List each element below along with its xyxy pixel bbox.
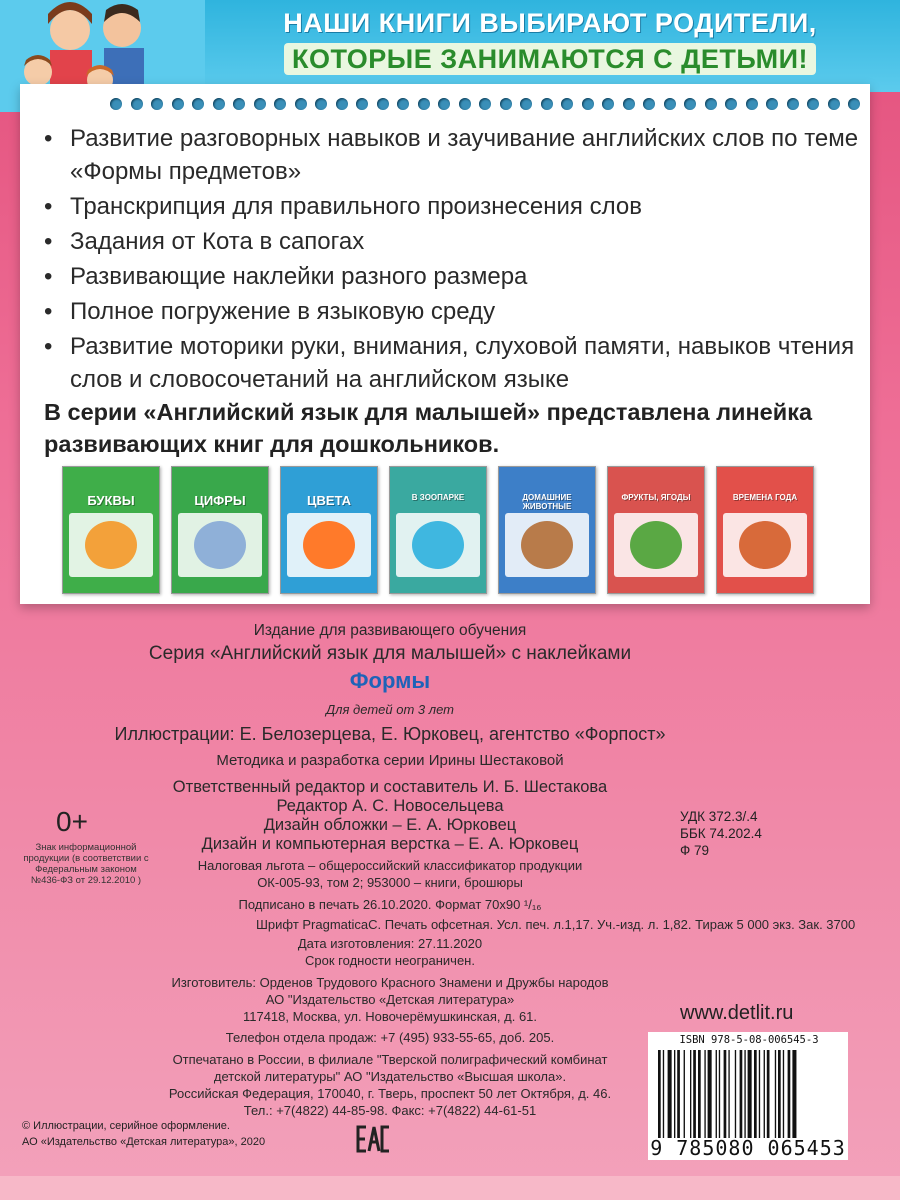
spiral-hole — [500, 98, 512, 110]
tax-benefit-line2: ОК-005-93, том 2; 953000 – книги, брошюры — [257, 875, 523, 890]
feature-item: • Задания от Кота в сапогах — [44, 225, 864, 258]
spiral-hole — [725, 98, 737, 110]
barcode-bar — [698, 1050, 701, 1138]
book-cover-title: ДОМАШНИЕ ЖИВОТНЫЕ — [522, 493, 572, 511]
book-cover-illustration — [739, 521, 791, 569]
book-cover-title: ФРУКТЫ, ЯГОДЫ — [621, 493, 691, 502]
book-series-label — [390, 467, 486, 493]
book-series-label — [63, 467, 159, 493]
book-series-label — [717, 467, 813, 493]
barcode-bar — [674, 1050, 675, 1138]
book-series-label — [281, 467, 377, 493]
spiral-hole — [643, 98, 655, 110]
barcode-bar — [767, 1050, 770, 1138]
feature-item: • Полное погружение в языковую среду — [44, 295, 864, 328]
barcode-bar — [704, 1050, 705, 1138]
barcode-bar — [744, 1050, 745, 1138]
spiral-hole — [807, 98, 819, 110]
feature-item: • Развивающие наклейки разного размера — [44, 260, 864, 293]
ean-number: 9 785080 065453 — [650, 1136, 846, 1160]
spiral-holes — [110, 98, 870, 112]
book-series-label — [608, 467, 704, 493]
series-book-cover — [389, 466, 487, 594]
book-cover-illustration — [630, 521, 682, 569]
spiral-hole — [213, 98, 225, 110]
book-cover-illustration — [194, 521, 246, 569]
barcode-bars — [658, 1050, 838, 1138]
series-book-cover — [716, 466, 814, 594]
spiral-hole — [233, 98, 245, 110]
barcode-bar — [759, 1050, 760, 1138]
spiral-hole — [582, 98, 594, 110]
spiral-hole — [541, 98, 553, 110]
spiral-hole — [684, 98, 696, 110]
feature-item: • Развитие разговорных навыков и заучивание английских слов по теме «Формы предметов» — [44, 122, 864, 188]
barcode-bar — [724, 1050, 727, 1138]
barcode-bar — [690, 1050, 691, 1138]
book-series-label — [172, 467, 268, 493]
cover-designer: Дизайн обложки – Е. А. Юрковец — [263, 816, 517, 834]
book-cover-illustration — [412, 521, 464, 569]
book-cover-illustration — [521, 521, 573, 569]
barcode-bar — [658, 1050, 661, 1138]
illustrators: Иллюстрации: Е. Белозерцева, Е. Юрковец, агентство «Форпост» — [114, 724, 666, 744]
age-rating-badge: 0+ — [56, 806, 88, 837]
spiral-hole — [110, 98, 122, 110]
spiral-hole — [438, 98, 450, 110]
top-banner — [0, 0, 900, 92]
barcode-bar — [708, 1050, 712, 1138]
spiral-hole — [315, 98, 327, 110]
bbk-code: ББК 74.202.4 — [680, 826, 762, 841]
editor-in-chief: Ответственный редактор и составитель И. Б. Шестакова — [172, 778, 608, 796]
copyright-notice — [22, 1118, 265, 1150]
isbn-number: ISBN 978-5-08-006545-3 — [679, 1034, 819, 1046]
barcode-bar — [728, 1050, 729, 1138]
spiral-hole — [418, 98, 430, 110]
book-cover-title: ВРЕМЕНА ГОДА — [732, 493, 798, 502]
barcode-bar — [716, 1050, 717, 1138]
author-mark: Ф 79 — [680, 843, 710, 858]
banner-headline: НАШИ КНИГИ ВЫБИРАЮТ РОДИТЕЛИ, — [283, 8, 817, 38]
book-cover-title: БУКВЫ — [87, 493, 135, 508]
spiral-hole — [848, 98, 860, 110]
spiral-hole — [479, 98, 491, 110]
book-series-thumbnails — [62, 466, 822, 592]
barcode-bar — [792, 1050, 796, 1138]
barcode-bar — [677, 1050, 680, 1138]
book-cover-title: ЦИФРЫ — [194, 493, 246, 508]
copyright-line1: © Иллюстрации, серийное оформление. — [22, 1120, 230, 1132]
udk-code: УДК 372.3/.4 — [680, 809, 758, 824]
barcode-bar — [788, 1050, 791, 1138]
banner-subheadline-text: КОТОРЫЕ ЗАНИМАЮТСЯ С ДЕТЬМИ! — [284, 43, 816, 75]
shelf-life: Срок годности неограничен. — [305, 953, 475, 968]
book-series-label — [499, 467, 595, 493]
series-book-cover — [607, 466, 705, 594]
barcode-bar — [735, 1050, 736, 1138]
spiral-hole — [705, 98, 717, 110]
spiral-hole — [520, 98, 532, 110]
age-rating-note: Знак информационной продукции (в соответствии с Федеральным законом №436-ФЗ от 29.12.2010 ) — [23, 842, 149, 886]
isbn-barcode — [648, 1032, 848, 1160]
barcode-bar — [684, 1050, 685, 1138]
feature-item: • Транскрипция для правильного произнесения слов — [44, 190, 864, 223]
barcode-bar — [748, 1050, 752, 1138]
spiral-hole — [274, 98, 286, 110]
feature-list — [44, 122, 864, 398]
sales-phone: Телефон отдела продаж: +7 (495) 933-55-65, доб. 205. — [225, 1030, 555, 1045]
manufacturer-line2: АО "Издательство «Детская литература» — [265, 992, 515, 1007]
series-description: В серии «Английский язык для малышей» представлена линейка развивающих книг для дошкольников. — [44, 399, 813, 457]
spiral-hole — [766, 98, 778, 110]
manufacture-date: Дата изготовления: 27.11.2020 — [297, 936, 483, 951]
banner-subheadline — [220, 44, 880, 75]
barcode-bar — [754, 1050, 757, 1138]
bottom-edge — [0, 1176, 900, 1200]
barcode-bar — [775, 1050, 776, 1138]
printer-address: Российская Федерация, 170040, г. Тверь, проспект 50 лет Октября, д. 46. — [168, 1086, 612, 1101]
spiral-hole — [828, 98, 840, 110]
spiral-hole — [664, 98, 676, 110]
book-title: Формы — [349, 668, 431, 693]
series-book-cover — [62, 466, 160, 594]
layout-designer: Дизайн и компьютерная верстка – Е. А. Юрковец — [201, 835, 579, 853]
spiral-hole — [192, 98, 204, 110]
spiral-hole — [131, 98, 143, 110]
age-recommendation: Для детей от 3 лет — [326, 702, 454, 717]
tax-benefit-line1: Налоговая льгота – общероссийский классификатор продукции — [197, 858, 583, 873]
spiral-hole — [295, 98, 307, 110]
spiral-hole — [623, 98, 635, 110]
copyright-line2: АО «Издательство «Детская литература», 2020 — [22, 1136, 266, 1148]
barcode-bar — [778, 1050, 781, 1138]
edition-type: Издание для развивающего обучения — [253, 622, 527, 639]
barcode-bar — [663, 1050, 664, 1138]
barcode-bar — [668, 1050, 672, 1138]
spiral-hole — [336, 98, 348, 110]
spiral-hole — [561, 98, 573, 110]
spiral-hole — [151, 98, 163, 110]
series-book-cover — [171, 466, 269, 594]
spiral-hole — [254, 98, 266, 110]
print-specs: Шрифт PragmaticaC. Печать офсетная. Усл. печ. л.1,17. Уч.-изд. л. 1,82. Тираж 5 000 экз. Зак. 3700 — [256, 917, 856, 932]
book-cover-title: ЦВЕТА — [306, 493, 352, 508]
printer-contacts: Тел.: +7(4822) 44-85-98. Факс: +7(4822) 44-61-51 — [243, 1103, 537, 1118]
barcode-bar — [783, 1050, 784, 1138]
eac-conformity-mark — [356, 1124, 390, 1154]
methodology-credit: Методика и разработка серии Ирины Шестаковой — [216, 752, 564, 769]
book-cover-title: В ЗООПАРКЕ — [411, 493, 465, 502]
spiral-hole — [377, 98, 389, 110]
series-book-cover — [498, 466, 596, 594]
spiral-hole — [602, 98, 614, 110]
barcode-bar — [764, 1050, 765, 1138]
spiral-hole — [746, 98, 758, 110]
spiral-hole — [397, 98, 409, 110]
printer-line1: Отпечатано в России, в филиале "Тверской полиграфический комбинат — [172, 1052, 608, 1067]
manufacturer-address: 117418, Москва, ул. Новочерёмушкинская, д. 61. — [242, 1009, 538, 1024]
spiral-hole — [356, 98, 368, 110]
feature-item: • Развитие моторики руки, внимания, слуховой памяти, навыков чтения слов и словосочетаний на английском языке — [44, 330, 864, 396]
series-name: Серия «Английский язык для малышей» с наклейками — [148, 643, 632, 664]
printer-line2: детской литературы" АО "Издательство «Высшая школа». — [213, 1069, 567, 1084]
editor: Редактор А. С. Новосельцева — [276, 797, 504, 815]
spiral-hole — [787, 98, 799, 110]
spiral-hole — [459, 98, 471, 110]
barcode-bar — [740, 1050, 743, 1138]
barcode-bar — [719, 1050, 720, 1138]
manufacturer-line1: Изготовитель: Орденов Трудового Красного Знамени и Дружбы народов — [171, 975, 609, 990]
spiral-hole — [172, 98, 184, 110]
series-book-cover — [280, 466, 378, 594]
signed-to-print: Подписано в печать 26.10.2020. Формат 70x90 ¹/₁₆ — [238, 897, 542, 912]
publisher-website: www.detlit.ru — [680, 1002, 794, 1024]
barcode-bar — [693, 1050, 696, 1138]
classification-codes — [680, 808, 762, 859]
book-cover-illustration — [303, 521, 355, 569]
book-cover-illustration — [85, 521, 137, 569]
